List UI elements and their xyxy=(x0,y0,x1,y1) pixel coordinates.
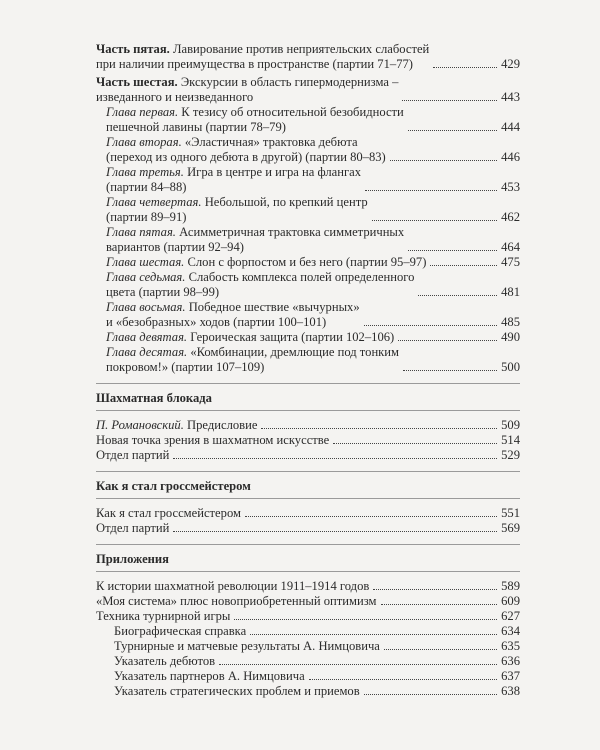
entry-title-line: при наличии преимущества в пространстве (партии 71–77) xyxy=(96,57,413,71)
leader-dots xyxy=(219,663,497,665)
entry-title-line: цвета (партии 98–99) xyxy=(106,285,220,299)
entry-title: «Моя система» плюс новоприобретенный оптимизм xyxy=(96,594,377,608)
section-title: Как я стал гроссмейстером xyxy=(96,479,520,499)
chapter-label: Глава седьмая. xyxy=(106,270,186,284)
entry-title: Турнирные и матчевые результаты А. Нимцовича xyxy=(114,639,380,653)
leader-dots xyxy=(173,530,497,532)
toc-entry-chapter xyxy=(96,330,520,345)
entry-title-line: (переход из одного дебюта в другой) (партии 80–83) xyxy=(106,150,386,164)
entry-title-line: Победное шествие «вычурных» xyxy=(188,300,360,314)
entry-title-line: вариантов (партии 92–94) xyxy=(106,240,244,254)
entry-title-line: Экскурсии в область гипермодернизма – xyxy=(180,75,399,89)
chapter-label: Глава десятая. xyxy=(106,345,188,359)
toc-entry xyxy=(96,669,520,684)
entry-title-line: Асимметричная трактовка симметричных xyxy=(179,225,405,239)
toc-entry-chapter xyxy=(96,345,520,375)
page-number: 485 xyxy=(501,315,520,329)
entry-title: К истории шахматной революции 1911–1914 годов xyxy=(96,579,370,593)
toc-entry-chapter xyxy=(96,105,520,135)
entry-title-line: Игра в центре и игра на флангах xyxy=(187,165,362,179)
toc-entry xyxy=(96,639,520,654)
toc-entry xyxy=(96,521,520,536)
leader-dots xyxy=(245,515,497,517)
toc-entry-chapter xyxy=(96,300,520,330)
leader-dots xyxy=(384,648,497,650)
page-number: 464 xyxy=(501,240,520,254)
page-number: 444 xyxy=(501,120,520,134)
toc-entry xyxy=(96,506,520,521)
toc-entry xyxy=(96,684,520,699)
entry-title: Указатель стратегических проблем и приемов xyxy=(114,684,360,698)
section-title: Шахматная блокада xyxy=(96,391,520,411)
part-label: Часть пятая. xyxy=(96,42,170,56)
table-of-contents xyxy=(96,42,520,699)
leader-dots xyxy=(408,129,497,131)
entry-title: Биографическая справка xyxy=(114,624,247,638)
entry-title-line: Слабость комплекса полей определенного xyxy=(188,270,415,284)
page-number: 429 xyxy=(501,57,520,71)
chapter-label: Глава вторая. xyxy=(106,135,182,149)
chapter-label: Глава первая. xyxy=(106,105,179,119)
entry-title-line: К тезису об относительной безобидности xyxy=(181,105,404,119)
page-number: 551 xyxy=(501,506,520,520)
page-number: 634 xyxy=(501,624,520,638)
entry-title-line: и «безобразных» ходов (партии 100–101) xyxy=(106,315,327,329)
page-number: 636 xyxy=(501,654,520,668)
page-number: 529 xyxy=(501,448,520,462)
page-number: 453 xyxy=(501,180,520,194)
entry-title-line: (партии 84–88) xyxy=(106,180,187,194)
toc-entry-part-five xyxy=(96,42,520,72)
toc-entry xyxy=(96,418,520,433)
entry-title-line: пешечной лавины (партии 78–79) xyxy=(106,120,286,134)
toc-entry-chapter xyxy=(96,165,520,195)
leader-dots xyxy=(373,588,497,590)
page-number: 475 xyxy=(501,255,520,269)
entry-title: Техника турнирной игры xyxy=(96,609,231,623)
page-number: 462 xyxy=(501,210,520,224)
toc-entry xyxy=(96,654,520,669)
entry-title-line: Слон с форпостом и без него (партии 95–97) xyxy=(187,255,427,269)
entry-title-line: (партии 89–91) xyxy=(106,210,187,224)
toc-entry-chapter xyxy=(96,225,520,255)
section-appendix xyxy=(96,544,520,699)
entry-title-line: покровом!» (партии 107–109) xyxy=(106,360,265,374)
leader-dots xyxy=(261,427,497,429)
leader-dots xyxy=(372,219,497,221)
page-number: 589 xyxy=(501,579,520,593)
entry-title-line: изведанного и неизведанного xyxy=(96,90,254,104)
toc-entry xyxy=(96,448,520,463)
chapter-label: Глава четвертая. xyxy=(106,195,202,209)
toc-entry xyxy=(96,433,520,448)
leader-dots xyxy=(390,159,497,161)
entry-title-line: Лавирование против неприятельских слабостей xyxy=(172,42,430,56)
chapter-label: Глава пятая. xyxy=(106,225,176,239)
entry-title-line: «Эластичная» трактовка дебюта xyxy=(184,135,358,149)
toc-entry xyxy=(96,609,520,624)
entry-title: Новая точка зрения в шахматном искусстве xyxy=(96,433,330,447)
chapter-label: Глава восьмая. xyxy=(106,300,186,314)
page-number: 481 xyxy=(501,285,520,299)
author-label: П. Романовский. xyxy=(96,418,184,432)
section-grandmaster xyxy=(96,471,520,536)
page-number: 569 xyxy=(501,521,520,535)
section-title: Приложения xyxy=(96,552,520,572)
toc-entry-chapter xyxy=(96,135,520,165)
page-number: 609 xyxy=(501,594,520,608)
entry-title: Как я стал гроссмейстером xyxy=(96,506,241,520)
page-number: 637 xyxy=(501,669,520,683)
leader-dots xyxy=(364,693,497,695)
chapter-label: Глава шестая. xyxy=(106,255,185,269)
page-number: 627 xyxy=(501,609,520,623)
leader-dots xyxy=(430,264,497,266)
entry-title: Отдел партий xyxy=(96,448,170,462)
page-number: 638 xyxy=(501,684,520,698)
page-number: 635 xyxy=(501,639,520,653)
leader-dots xyxy=(309,678,497,680)
page-number: 509 xyxy=(501,418,520,432)
entry-title: Предисловие xyxy=(187,418,258,432)
entry-title: Отдел партий xyxy=(96,521,170,535)
leader-dots xyxy=(250,633,497,635)
page-number: 443 xyxy=(501,90,520,104)
leader-dots xyxy=(433,66,497,68)
entry-title-line: «Комбинации, дремлющие под тонким xyxy=(190,345,400,359)
toc-entry xyxy=(96,579,520,594)
page-number: 490 xyxy=(501,330,520,344)
entry-title-line: Небольшой, по крепкий центр xyxy=(204,195,368,209)
leader-dots xyxy=(234,618,497,620)
toc-entry-chapter xyxy=(96,255,520,270)
leader-dots xyxy=(333,442,497,444)
leader-dots xyxy=(398,339,497,341)
leader-dots xyxy=(365,189,497,191)
entry-title: Указатель дебютов xyxy=(114,654,216,668)
leader-dots xyxy=(364,324,497,326)
toc-entry-chapter xyxy=(96,195,520,225)
toc-entry-chapter xyxy=(96,270,520,300)
entry-title: Указатель партнеров А. Нимцовича xyxy=(114,669,305,683)
leader-dots xyxy=(402,99,497,101)
leader-dots xyxy=(173,457,497,459)
leader-dots xyxy=(381,603,498,605)
part-label: Часть шестая. xyxy=(96,75,178,89)
page-number: 500 xyxy=(501,360,520,374)
leader-dots xyxy=(403,369,497,371)
page-number: 514 xyxy=(501,433,520,447)
toc-entry xyxy=(96,624,520,639)
entry-title-line: Героическая защита (партии 102–106) xyxy=(190,330,395,344)
chapter-label: Глава третья. xyxy=(106,165,184,179)
leader-dots xyxy=(408,249,497,251)
toc-entry xyxy=(96,594,520,609)
section-blockade xyxy=(96,383,520,463)
page-number: 446 xyxy=(501,150,520,164)
toc-entry-part-six xyxy=(96,75,520,105)
chapter-label: Глава девятая. xyxy=(106,330,188,344)
leader-dots xyxy=(418,294,497,296)
